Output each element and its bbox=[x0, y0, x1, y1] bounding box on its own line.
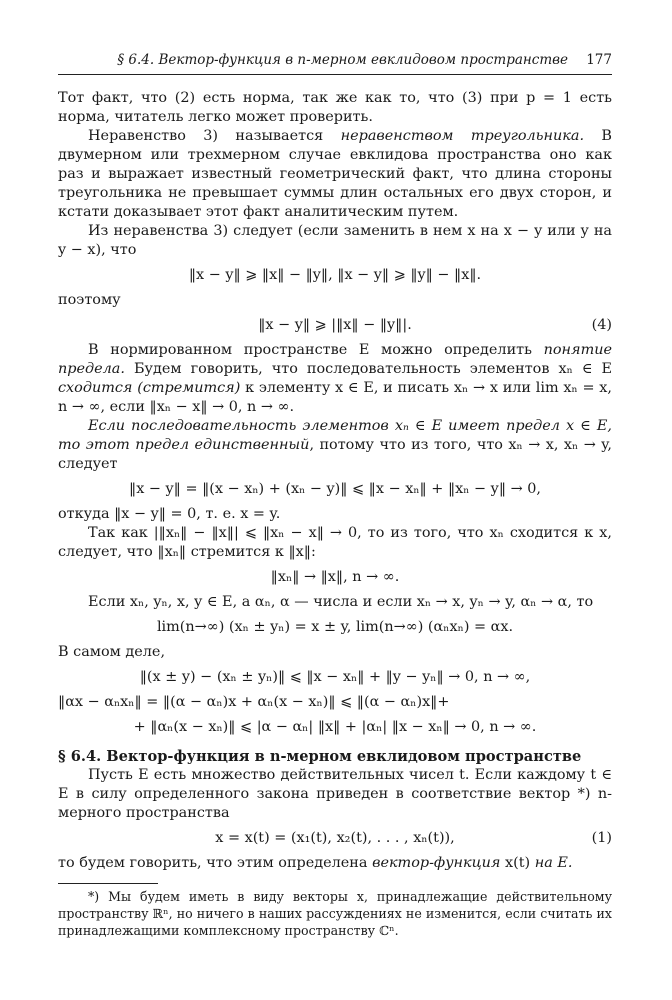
equation-1: ‖x − y‖ ⩾ ‖x‖ − ‖y‖, ‖x − y‖ ⩾ ‖y‖ − ‖x‖. bbox=[188, 267, 482, 283]
running-title: § 6.4. Вектор-функция в n-мерном евклидовом пространстве bbox=[117, 52, 568, 68]
footnote: *) Мы будем иметь в виду векторы x, принадлежащие действительному пространству ℝⁿ, но ничего в наших рассуждениях не изменится, если считать их принадлежащими комплексному пространству ℂⁿ. bbox=[58, 889, 612, 938]
equation-6: ‖(x ± y) − (xₙ ± yₙ)‖ ⩽ ‖x − xₙ‖ + ‖y − yₙ‖ → 0, n → ∞, bbox=[139, 669, 531, 685]
paragraph-1: Тот факт, что (2) есть норма, так же как то, что (3) при p = 1 есть норма, читатель легко может проверить. bbox=[58, 90, 612, 125]
equation-2-number: (4) bbox=[591, 317, 612, 333]
paragraph-9: Если xₙ, yₙ, x, y ∈ E, а αₙ, α — числа и если xₙ → x, yₙ → y, αₙ → α, то bbox=[88, 594, 594, 610]
page-number: 177 bbox=[586, 52, 612, 68]
p12-term: вектор-функция bbox=[372, 855, 501, 871]
page-body bbox=[58, 89, 612, 939]
p5-a: В нормированном пространстве E можно определить bbox=[88, 342, 544, 358]
paragraph-3: Из неравенства 3) следует (если заменить в нем x на x − y или y на y − x), что bbox=[58, 223, 612, 258]
p12-c: на E. bbox=[534, 855, 573, 871]
paragraph-2 bbox=[58, 127, 612, 222]
footnote-rule bbox=[58, 883, 158, 884]
p12-b: x(t) bbox=[500, 855, 535, 871]
equation-8 bbox=[58, 829, 612, 848]
paragraph-11: Пусть E есть множество действительных чисел t. Если каждому t ∈ E в силу определенного закона приведен в соответствие вектор *) n-мерного пространства bbox=[58, 767, 612, 821]
equation-4: ‖xₙ‖ → ‖x‖, n → ∞. bbox=[270, 569, 400, 585]
p5-term: понятие предела. bbox=[58, 342, 612, 377]
equation-8-body: x = x(t) = (x₁(t), x₂(t), . . . , xₙ(t)), bbox=[215, 830, 455, 846]
running-header bbox=[58, 52, 612, 75]
p6-rest: , потому что из того, что xₙ → x, xₙ → y, следует bbox=[58, 437, 612, 472]
p2-start: Неравенство 3) называется bbox=[88, 128, 341, 144]
equation-3: ‖x − y‖ = ‖(x − xₙ) + (xₙ − y)‖ ⩽ ‖x − xₙ‖ + ‖xₙ − y‖ → 0, bbox=[129, 481, 541, 497]
paragraph-12 bbox=[58, 854, 612, 873]
p6-theorem: Если последовательность элементов xₙ ∈ E имеет предел x ∈ E, то этот предел единственный bbox=[58, 418, 612, 453]
paragraph-10: В самом деле, bbox=[58, 644, 166, 660]
paragraph-4: поэтому bbox=[58, 292, 121, 308]
p12-a: то будем говорить, что этим определена bbox=[58, 855, 373, 871]
p5-c: к элементу x ∈ E, и писать xₙ → x или lim xₙ = x, n → ∞, если ‖xₙ − x‖ → 0, n → ∞. bbox=[58, 380, 612, 415]
book-page bbox=[58, 52, 612, 952]
p2-rest: В двумерном или трехмерном случае евклидова пространства оно как раз и выражает известный геометрический факт, что длина стороны треугольника не превышает суммы длин остальных его двух сторон, и кстати доказывает этот факт аналитическим путем. bbox=[58, 128, 612, 220]
equation-8-number: (1) bbox=[591, 830, 612, 846]
paragraph-7: откуда ‖x − y‖ = 0, т. е. x = y. bbox=[58, 506, 281, 522]
equation-7a: ‖αx − αₙxₙ‖ = ‖(α − αₙ)x + αₙ(x − xₙ)‖ ⩽ ‖(α − αₙ)x‖+ bbox=[58, 694, 450, 710]
equation-5: lim(n→∞) (xₙ ± yₙ) = x ± y, lim(n→∞) (αₙxₙ) = αx. bbox=[156, 619, 514, 635]
paragraph-5 bbox=[58, 341, 612, 417]
paragraph-6 bbox=[58, 417, 612, 474]
p5-term2: сходится (стремится) bbox=[58, 380, 241, 396]
paragraph-8: Так как |‖xₙ‖ − ‖x‖| ⩽ ‖xₙ − x‖ → 0, то из того, что xₙ сходится к x, следует, что ‖xₙ‖ стремится к ‖x‖: bbox=[58, 525, 612, 560]
equation-7b: + ‖αₙ(x − xₙ)‖ ⩽ |α − αₙ| ‖x‖ + |αₙ| ‖x − xₙ‖ → 0, n → ∞. bbox=[133, 719, 537, 735]
p5-b: Будем говорить, что последовательность элементов xₙ ∈ E bbox=[124, 361, 612, 377]
equation-2-body: ‖x − y‖ ⩾ |‖x‖ − ‖y‖|. bbox=[258, 317, 412, 333]
equation-2 bbox=[58, 316, 612, 335]
section-heading: § 6.4. Вектор-функция в n-мерном евклидовом пространстве bbox=[58, 748, 582, 765]
p2-term: неравенством треугольника. bbox=[340, 128, 585, 144]
